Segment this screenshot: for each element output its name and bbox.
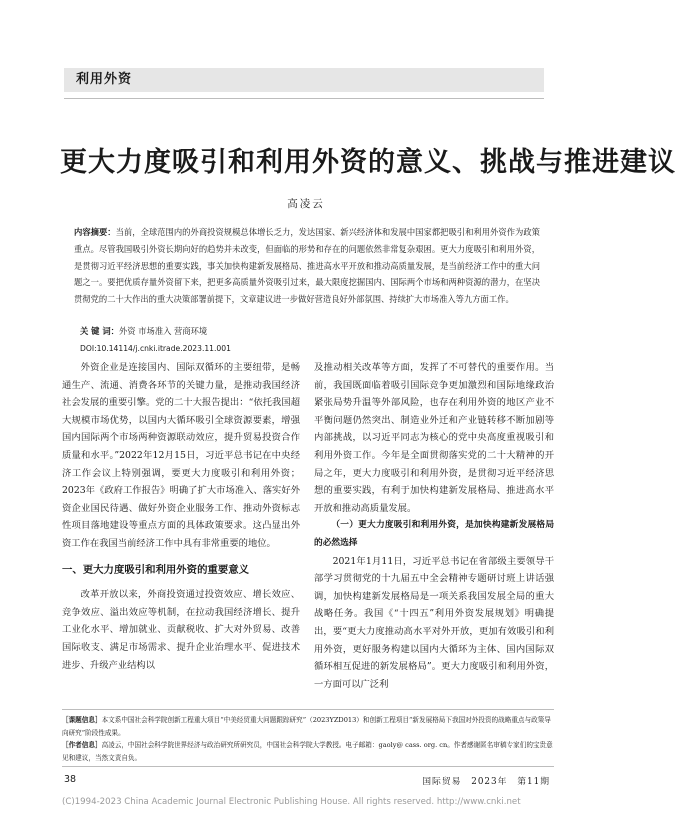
page-number: 38	[64, 774, 77, 785]
subsection-heading: （一）更大力度吸引和利用外资，是加快构建新发展格局的必然选择	[314, 520, 554, 548]
footnote-author-label: ［作者信息］	[62, 741, 102, 749]
footnote-divider	[62, 709, 554, 710]
body-column-left	[62, 359, 300, 674]
paragraph: 外资企业是连接国内、国际双循环的主要纽带，是畅通生产、流通、消费各环节的关键力量，是推动我国经济社会发展的重要引擎。党的二十大报告提出：“依托我国超大规模市场优势，以国内大循环吸引全球资源要素，增强国内国际两个市场两种资源联动效应，提升贸易投资合作质量和水平。”2022年12月15日，习近平总书记在中央经济工作会议上特别强调，要更大力度吸引和利用外资；2023年《政府工作报告》明确了扩大市场准入、落实好外资企业国民待遇、做好外资企业服务工作、推动外资标志性项目落地建设等重点方面的具体政策要求。这凸显出外资工作在我国当前经济工作中具有非常重要的地位。	[62, 362, 300, 549]
abstract	[74, 224, 540, 308]
keywords-text: 外资 市场准入 营商环境	[118, 326, 208, 336]
footnote-author-text: 高凌云，中国社会科学院世界经济与政治研究所研究员，中国社会科学院大学教授。电子邮箱：gaoly@ cass. org. cn。作者感谢匿名审稿专家们的宝贵意见和建议，当然文责自负。	[62, 741, 553, 762]
section-tag: 利用外资	[64, 68, 544, 92]
paragraph: 2021年1月11日，习近平总书记在省部级主要领导干部学习贯彻党的十九届五中全会精神专题研讨班上讲话强调，加快构建新发展格局是一项关系我国发展全局的重大战略任务。我国《“十四五”利用外资发展规划》明确提出，要“更大力度推动高水平对外开放，更加有效吸引和利用外资，更好服务构建以国内大循环为主体、国内国际双循环相互促进的新发展格局”。更大力度吸引和利用外资，一方面可以广泛利	[314, 555, 554, 690]
abstract-text: 当前，全球范围内的外商投资规模总体增长乏力，发达国家、新兴经济体和发展中国家都把吸引和利用外资作为政策重点。尽管我国吸引外资长期向好的趋势并未改变，但面临的形势和存在的问题依然非常复杂艰困。更大力度吸引和利用外资，是贯彻习近平经济思想的重要实践，事关加快构建新发展格局、推进高水平开放和推动高质量发展，是当前经济工作中的重大问题之一。要把优质存量外资留下来，把更多高质量外资吸引过来，最大限度挖掘国内、国际两个市场和两种资源的潜力，在坚决贯彻党的二十大作出的重大决策部署前提下，文章建议进一步做好营造良好外部氛围、持续扩大市场准入等九方面工作。	[74, 227, 540, 305]
footer-divider	[62, 766, 554, 767]
doi: DOI:10.14114/j.cnki.itrade.2023.11.001	[80, 344, 231, 353]
author-name: 高凌云	[287, 198, 325, 210]
copyright-notice: (C)1994-2023 China Academic Journal Electronic Publishing House. All rights reserved. http://www.cnki.net	[62, 797, 521, 807]
paragraph: 改革开放以来，外商投资通过投资效应、增长效应、竞争效应、溢出效应等机制，在拉动我国经济增长、提升工业化水平、增加就业、贡献税收、扩大对外贸易、改善国际收支、满足市场需求、提升企业治理水平、促进技术进步、升级产业结构以	[62, 589, 300, 671]
paragraph: 及推动相关改革等方面，发挥了不可替代的重要作用。当前，我国既面临着吸引国际竞争更加激烈和国际地缘政治紧张局势升温等外部风险，也存在利用外资的地区产业不平衡问题仍然突出、制造业外迁和产业链转移不断加剧等内部挑战，以习近平同志为核心的党中央高度重视吸引和利用外资工作。今年是全面贯彻落实党的二十大精神的开局之年，更大力度吸引和利用外资，是贯彻习近平经济思想的重要实践，有利于加快构建新发展格局、推进高水平开放和推动高质量发展。	[314, 362, 554, 514]
footnote-project-text: 本文系中国社会科学院创新工程重大项目“中美经贸重大问题跟踪研究”（2023YZD013）和创新工程项目“新发展格局下我国对外投资的战略重点与政策导向研究”阶段性成果。	[62, 716, 551, 737]
footnote-author	[62, 739, 554, 764]
abstract-label: 内容摘要：	[74, 227, 116, 237]
keywords-label: 关 键 词：	[80, 326, 119, 336]
footnote-project-label: ［课题信息］	[62, 716, 102, 724]
article-title: 更大力度吸引和利用外资的意义、挑战与推进建议	[60, 147, 676, 178]
section-heading: 一、更大力度吸引和利用外资的重要意义	[62, 563, 250, 576]
keywords	[80, 325, 207, 337]
journal-info: 国际贸易 2023年 第11期	[422, 777, 550, 787]
header-divider	[64, 98, 544, 99]
footnote-project	[62, 714, 554, 739]
body-column-right	[314, 359, 554, 693]
footnotes	[62, 714, 554, 764]
